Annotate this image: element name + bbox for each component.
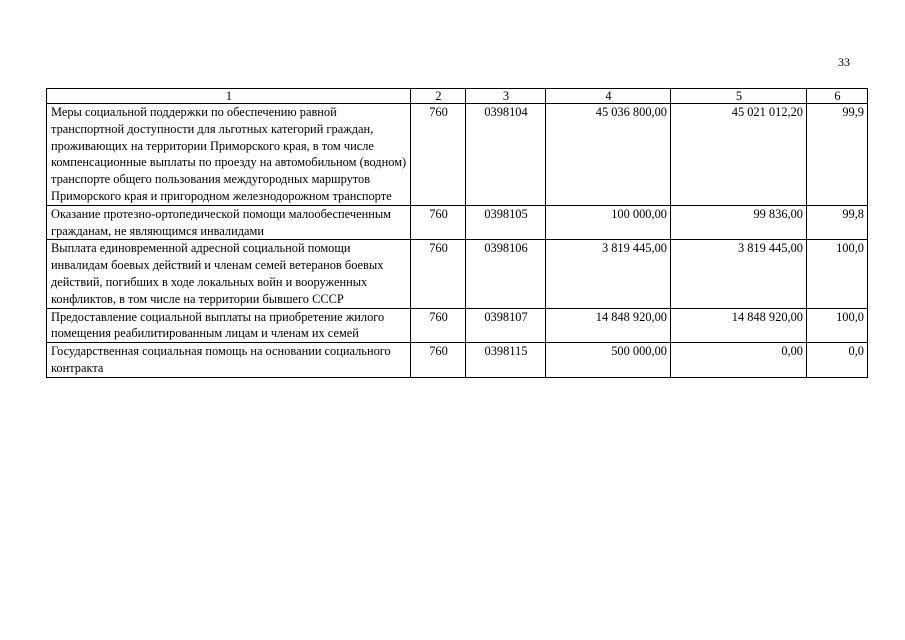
- header-col-2: 2: [411, 89, 466, 104]
- row-col5: 45 021 012,20: [671, 104, 807, 206]
- row-col5: 3 819 445,00: [671, 240, 807, 308]
- row-col4: 100 000,00: [546, 205, 671, 240]
- table-row: [47, 104, 868, 206]
- row-col2: 760: [411, 343, 466, 378]
- header-col-3: 3: [466, 89, 546, 104]
- row-name: Меры социальной поддержки по обеспечению равной транспортной доступности для льготных категорий граждан, проживающих на территории Приморского края, в том числе компенсационные выплаты по проезду на автомобильном (водном) транспорте общего пользования междугородных маршрутов Приморского края и пригородном железнодорожном транспорте: [47, 104, 411, 206]
- budget-execution-table: [46, 88, 868, 378]
- row-name: Предоставление социальной выплаты на приобретение жилого помещения реабилитированным лицам и членам их семей: [47, 308, 411, 343]
- row-col4: 3 819 445,00: [546, 240, 671, 308]
- row-col2: 760: [411, 104, 466, 206]
- row-name: Выплата единовременной адресной социальной помощи инвалидам боевых действий и членам семей ветеранов боевых действий, погибших в ходе локальных войн и вооруженных конфликтов, в том числе на территории бывшего СССР: [47, 240, 411, 308]
- row-col5: 0,00: [671, 343, 807, 378]
- row-col3: 0398104: [466, 104, 546, 206]
- row-name: Оказание протезно-ортопедической помощи малообеспеченным гражданам, не являющимся инвалидами: [47, 205, 411, 240]
- row-col6: 100,0: [807, 240, 868, 308]
- row-col6: 100,0: [807, 308, 868, 343]
- row-col2: 760: [411, 240, 466, 308]
- row-col6: 99,8: [807, 205, 868, 240]
- header-col-4: 4: [546, 89, 671, 104]
- row-col4: 500 000,00: [546, 343, 671, 378]
- row-col2: 760: [411, 308, 466, 343]
- table-row: [47, 308, 868, 343]
- page-number: 33: [838, 55, 850, 69]
- row-col5: 99 836,00: [671, 205, 807, 240]
- row-col6: 0,0: [807, 343, 868, 378]
- row-col3: 0398107: [466, 308, 546, 343]
- table-row: [47, 240, 868, 308]
- table-row: [47, 343, 868, 378]
- header-col-6: 6: [807, 89, 868, 104]
- row-col3: 0398105: [466, 205, 546, 240]
- table-header-row: [47, 89, 868, 104]
- row-name: Государственная социальная помощь на основании социального контракта: [47, 343, 411, 378]
- row-col3: 0398115: [466, 343, 546, 378]
- header-col-5: 5: [671, 89, 807, 104]
- header-col-1: 1: [47, 89, 411, 104]
- row-col4: 14 848 920,00: [546, 308, 671, 343]
- row-col6: 99,9: [807, 104, 868, 206]
- row-col3: 0398106: [466, 240, 546, 308]
- row-col2: 760: [411, 205, 466, 240]
- table-row: [47, 205, 868, 240]
- row-col4: 45 036 800,00: [546, 104, 671, 206]
- row-col5: 14 848 920,00: [671, 308, 807, 343]
